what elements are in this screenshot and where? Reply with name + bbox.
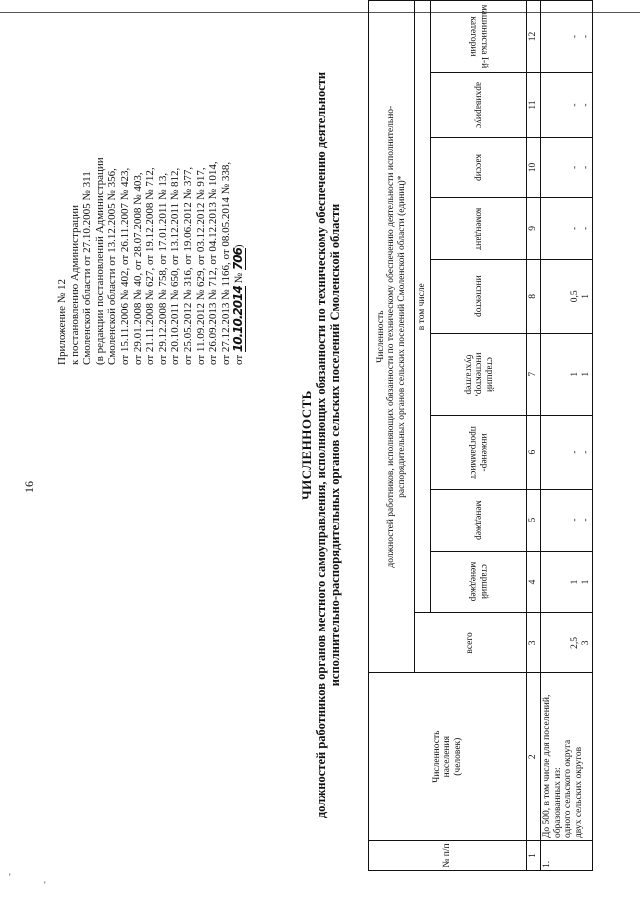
row-value-line: -: [570, 34, 580, 39]
appendix-line: Смоленской области от 27.10.2005 № 311: [81, 171, 94, 365]
col-header-position: [431, 138, 527, 198]
col-number: 2: [527, 673, 541, 841]
row-value-line: 1: [570, 579, 580, 585]
document-title: [300, 15, 342, 875]
position-label: менеджер: [473, 500, 484, 540]
col-number: 11: [527, 73, 541, 138]
col-number: 9: [527, 197, 541, 259]
row-value: [541, 333, 593, 415]
col-header-population: [369, 673, 527, 841]
row-value: [541, 415, 593, 489]
page-number: 16: [22, 481, 36, 493]
position-label: машинистка I-й категории: [468, 4, 489, 69]
appendix-line: от 11.09.2012 № 629, от 03.12.2012 № 917,: [194, 167, 207, 365]
row-value-line: -: [580, 450, 591, 454]
position-label: архивариус: [473, 81, 484, 129]
row-description: [541, 673, 593, 841]
row-value-line: -: [570, 103, 580, 107]
appendix-line: Смоленской области от 13.12.2005 № 356,: [106, 168, 119, 365]
appendix-line: от 29.12.2008 № 758, от 17.01.2011 № 13,: [156, 172, 169, 365]
row-description-line: образованных из:: [552, 767, 563, 839]
position-label: комендант: [473, 207, 484, 250]
col-header-main-line: должностей работников, исполняющих обязанности по техническому обеспечению деятельности исполнительно-: [386, 105, 397, 568]
row-value-line: 0,5: [570, 290, 580, 303]
col-number: 12: [527, 1, 541, 73]
col-number: 4: [527, 551, 541, 613]
position-label: инженер-программист: [468, 425, 489, 479]
row-value-line: -: [580, 165, 591, 170]
row-value-line: -: [580, 34, 591, 39]
appendix-last-suffix: ): [233, 244, 246, 249]
row-value: [541, 259, 593, 333]
col-header-position: [431, 259, 527, 333]
col-header-position: [431, 489, 527, 551]
col-number: 3: [527, 613, 541, 673]
row-value: [541, 138, 593, 198]
position-label: инспектор: [473, 275, 484, 318]
row-value: [541, 197, 593, 259]
col-header-main-line: Численность: [375, 310, 386, 363]
appendix-line: от 21.11.2008 № 627, от 19.12.2008 № 712,: [144, 167, 157, 365]
handwritten-number: 706: [231, 248, 246, 271]
position-label: старший менеджер: [468, 562, 489, 602]
title-subline: должностей работников органов местного самоуправления, исполняющих обязанности по техническому обеспечению деятельности: [314, 71, 328, 819]
col-number: 8: [527, 259, 541, 333]
col-number: 6: [527, 415, 541, 489]
appendix-last-line: [232, 20, 246, 365]
row-value-line: 1: [580, 293, 591, 299]
table-row: [541, 1, 593, 871]
position-label: старший инспектор, бухгалтер: [463, 352, 495, 397]
col-number: 5: [527, 489, 541, 551]
appendix-line: к постановлению Администрации: [68, 204, 81, 365]
col-header-position: [431, 333, 527, 415]
appendix-line: (в редакции постановлений Администрации: [93, 157, 106, 365]
row-value-line: -: [580, 103, 591, 107]
row-value: [541, 1, 593, 73]
row-value-line: -: [570, 165, 580, 170]
row-value: [541, 73, 593, 138]
appendix-line: от 29.01.2008 № 40, от 28.07.2008 № 403,: [131, 172, 144, 365]
appendix-line: от 26.09.2013 № 712, от 04.12.2013 № 1014,: [207, 161, 220, 365]
row-number: 1.: [541, 841, 593, 871]
appendix-last-prefix: от: [233, 354, 246, 365]
col-header-population-line: населения: [442, 736, 453, 778]
col-header-no: № п/п: [369, 841, 527, 871]
row-value-line: -: [570, 518, 580, 522]
col-number: 1: [527, 841, 541, 871]
row-value-line: 3: [580, 640, 591, 646]
margin-mark: ': [44, 880, 46, 890]
position-label: кассир: [473, 153, 484, 181]
row-value-line: 1: [580, 579, 591, 585]
appendix-line: Приложение № 12: [56, 278, 68, 365]
title-heading: ЧИСЛЕННОСТЬ: [299, 390, 314, 500]
row-value-line: 1: [570, 371, 580, 377]
col-header-position: [431, 1, 527, 73]
row-value-line: -: [570, 226, 580, 230]
appendix-block: [56, 20, 246, 365]
col-header-position: [431, 197, 527, 259]
col-header-including: в том числе: [415, 1, 431, 613]
row-value-line: -: [580, 518, 591, 522]
row-value: [541, 551, 593, 613]
row-value: [541, 613, 593, 673]
col-header-main-line: распорядительных органов сельских поселений Смоленской области (единиц)*: [396, 175, 407, 498]
col-header-total: всего: [415, 613, 527, 673]
appendix-line: от 20.10.2011 № 650, от 13.12.2011 № 812,: [169, 167, 182, 365]
title-subline: исполнительно-распорядительных органов сельских поселений Смоленской области: [328, 203, 342, 687]
row-description-line: двух сельских округов: [573, 746, 584, 839]
col-number: 10: [527, 138, 541, 198]
col-header-position: [431, 551, 527, 613]
col-number: 7: [527, 333, 541, 415]
appendix-line: от 15.11.2006 № 402, от 26.11.2007 № 423,: [118, 167, 131, 365]
row-description-line: До 500, в том числе для поселений,: [542, 694, 552, 839]
appendix-last-no: №: [233, 272, 246, 284]
row-value: [541, 489, 593, 551]
col-header-position: [431, 415, 527, 489]
row-value-line: -: [570, 450, 580, 454]
col-header-population-line: Численность: [431, 730, 442, 783]
row-description-line: одного сельского округа: [563, 739, 573, 839]
margin-mark: ': [9, 872, 11, 882]
appendix-line: от 25.05.2012 № 316, от 19.06.2012 № 377,: [181, 166, 194, 365]
appendix-line: от 27.12.2013 № 1166, от 08.05.2014 № 338,: [219, 161, 232, 365]
row-value-line: 1: [580, 371, 591, 377]
col-header-position: [431, 73, 527, 138]
staffing-table: [368, 0, 593, 871]
row-value-line: 2,5: [570, 636, 580, 649]
handwritten-date: 10.10.2014: [231, 286, 246, 353]
col-header-main: [369, 1, 415, 673]
column-number-row: [527, 1, 541, 871]
col-header-population-line: (человек): [452, 737, 463, 776]
row-value-line: -: [580, 226, 591, 230]
